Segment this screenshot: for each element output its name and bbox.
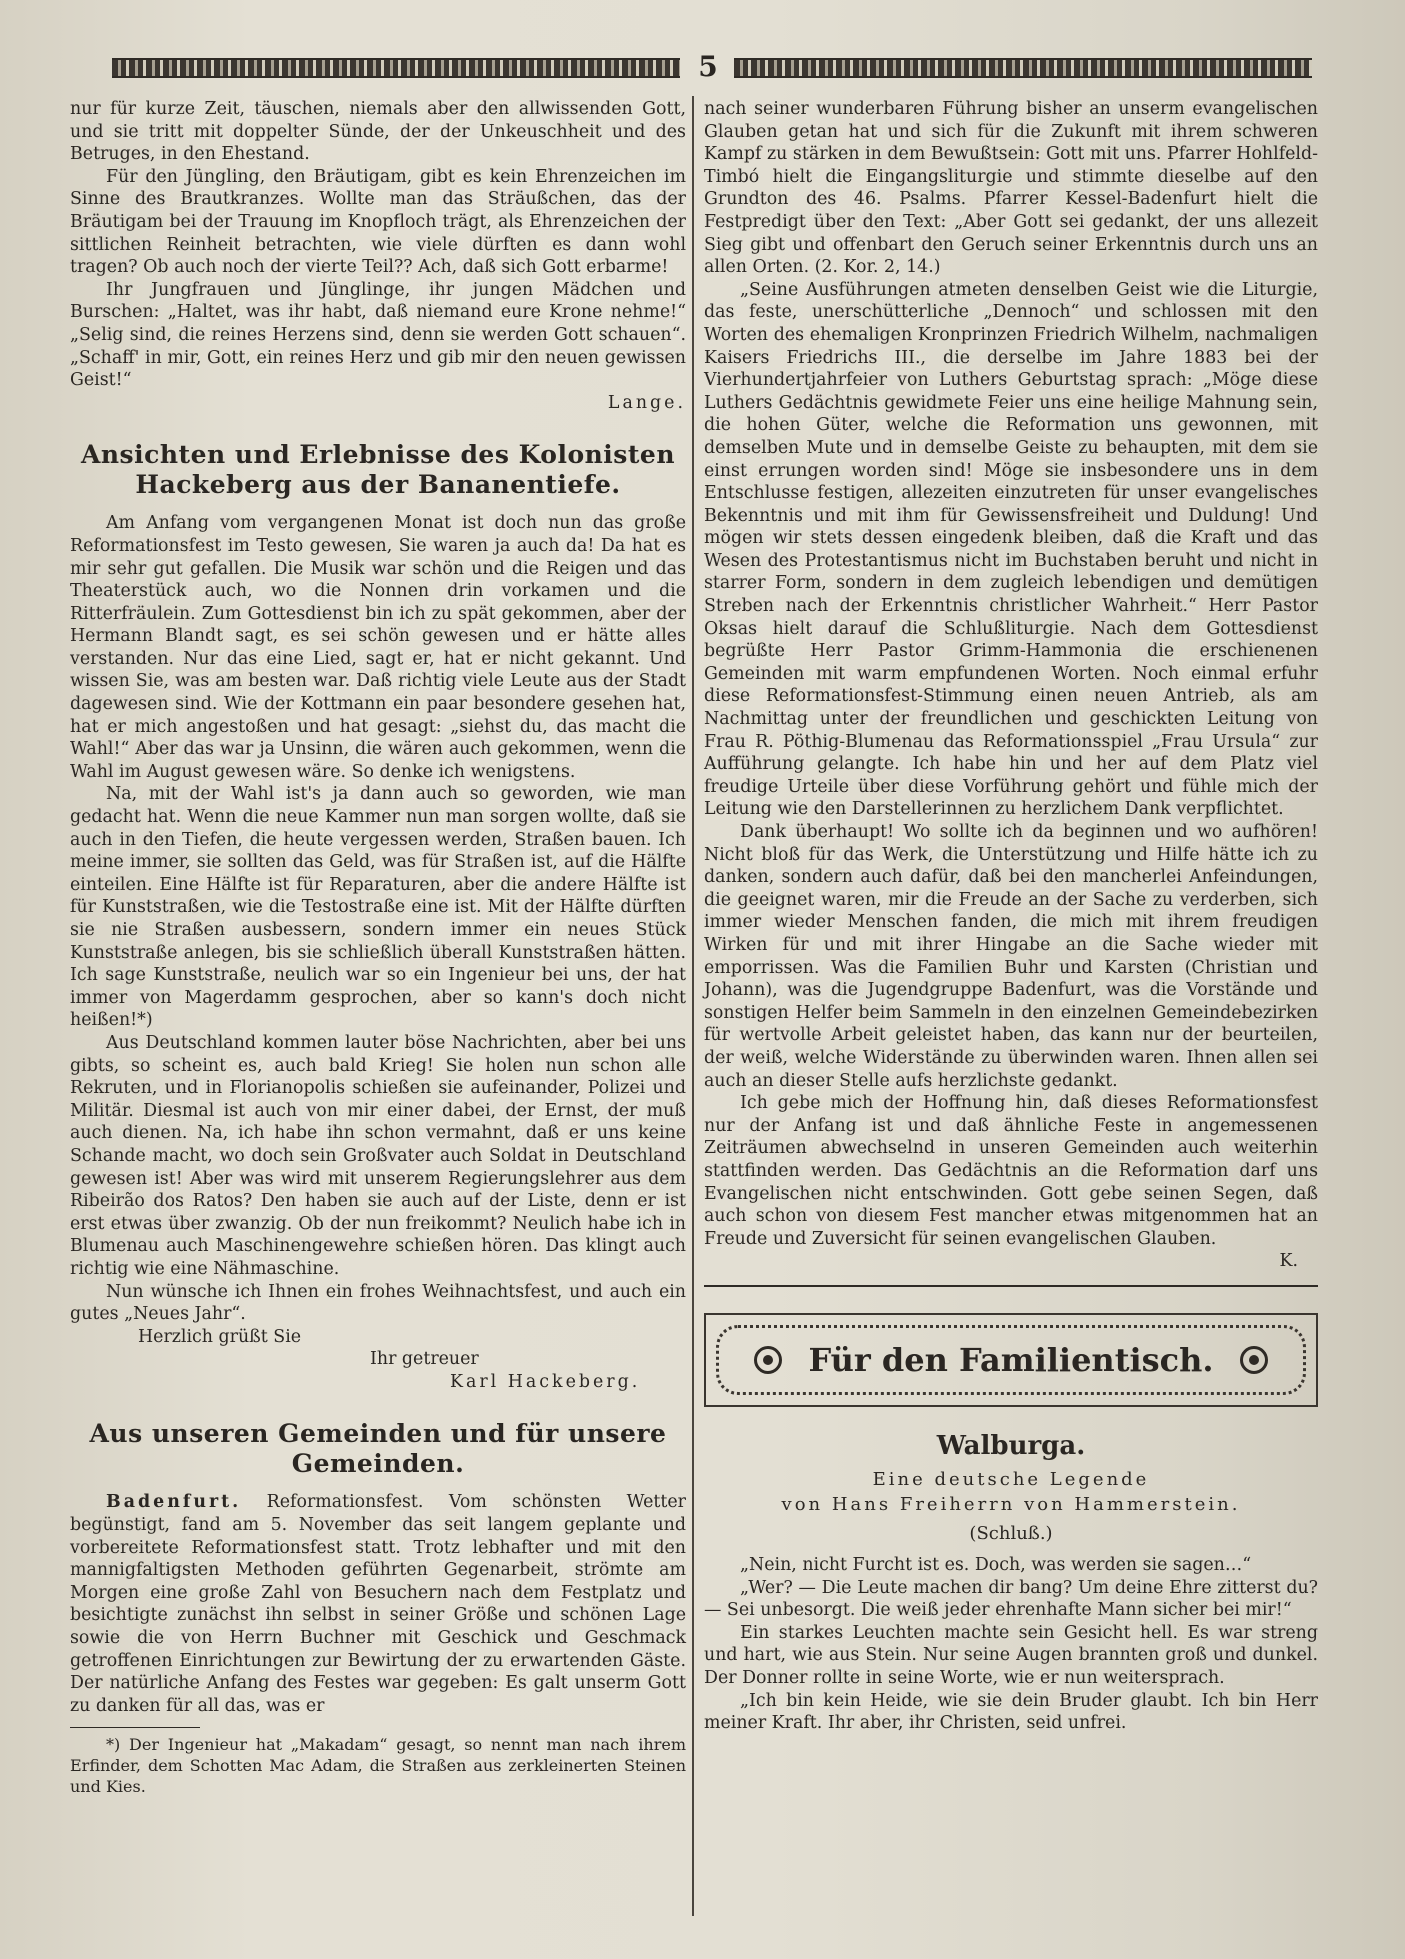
story-paragraph: Ein starkes Leuchten machte sein Gesicht hell. Es war streng und hart, wie aus Stein. Nur seine Augen brannten groß und dunkel. Der Donner rollte in seine Worte, wie er nun weitersprach.: [704, 1622, 1318, 1689]
story-part: (Schluß.): [969, 1523, 1053, 1545]
article-paragraph: Na, mit der Wahl ist's ja dann auch so geworden, wie man gedacht hat. Wenn die neue Kammer nun man sorgen wollte, daß sie auch in den Tiefen, die heute vergessen werden, Straßen bauen. Ich meine immer, sie sollten das Geld, was für Straßen ist, auf die Hälfte einteilen. Eine Hälfte ist für Reparaturen, aber die andere Hälfte ist für Kunststraßen, wie die Testostraße eine ist. Mit der Hälfte dürften sie nie Straßen ausbessern, sondern immer ein neues Stück Kunststraße anlegen, bis sie schließlich überall Kunststraßen hätten. Ich sage Kunststraße, neulich war so ein Ingenieur bei uns, der hat immer von Magerdamm gesprochen, aber so kann's doch nicht heißen!*): [70, 784, 686, 1031]
section-box: [704, 1313, 1318, 1407]
footnote: *) Der Ingenieur hat „Makadam“ gesagt, so nennt man nach ihrem Erfinder, dem Schotten Mac Adam, die Straßen aus zerkleinerten Steinen und Kies.: [70, 1735, 686, 1797]
article-headline-gemeinden: Aus unseren Gemeinden und für unsere Gemeinden.: [89, 1419, 667, 1479]
section-separator: [704, 1285, 1318, 1287]
story-title: Walburga.: [936, 1430, 1086, 1461]
article-paragraph: Ich gebe mich der Hoffnung hin, daß dieses Reformationsfest nur der Anfang ist und daß ähnliche Feste in angemessenen Zeiträumen abwechselnd in unseren Gemeinden auch weiterhin stattfinden werden. Das Gedächtnis an die Reformation darf uns Evangelischen nicht entschwinden. Gott gebe seinen Segen, daß auch schon von diesem Fest mancher etwas mitgenommen hat an Freude und Zuversicht für seinen evangelischen Glauben.: [704, 1093, 1318, 1249]
intro-paragraph: Für den Jüngling, den Bräutigam, gibt es kein Ehrenzeichen im Sinne des Brautkranzes. Wollte man das Sträußchen, das der Bräutigam bei der Trauung im Knopfloch trägt, als Ehrenzeichen der sittlichen Reinheit betrachten, wie viele dürften es dann wohl tragen? Ob auch noch der vierte Teil?? Ach, daß sich Gott erbarme!: [70, 166, 686, 278]
article-place: Badenfurt.: [106, 1492, 242, 1513]
left-column: [70, 98, 686, 1797]
story-author: von Hans Freiherrn von Hammerstein.: [781, 1494, 1241, 1516]
article-paragraph: „Seine Ausführungen atmeten denselben Geist wie die Liturgie, das feste, unerschütterliche „Dennoch“ und schlossen mit den Worten des ehemaligen Kronprinzen Friedrich Wilhelm, nachmaligen Kaisers Friedrichs III., die derselbe im Jahre 1883 bei der Vierhundertjahrfeier von Luthers Geburtstag sprach: „Möge diese Luthers Gedächtnis gewidmete Feier uns eine heilige Mahnung sein, die hohen Güter, welche die Reformation uns gewonnen, mit demselben Mute und in demselbe Geiste zu behaupten, mit dem sie einst errungen worden sind! Möge sie insbesondere uns in dem Entschlusse festigen, allezeiten einzutreten für unser evangelisches Bekenntnis und mit ihm für Gewissensfreiheit und Duldung! Und mögen wir stets dessen eingedenk bleiben, daß die Kraft und das Wesen des Protestantismus nicht im Buchstaben beruht und nicht in starrer Form, sondern in dem zugleich lebendigen und demütigen Streben nach der Erkenntnis christlicher Wahrheit.“ Herr Pastor Oksas hielt darauf die Schlußliturgie. Nach dem Gottesdienst begrüßte Herr Pastor Grimm-Hammonia die erschienenen Gemeinden mit warm empfundenen Worten. Noch einmal erfuhr diese Reformationsfest-Stimmung einen neuen Antrieb, als am Nachmittag unter der freundlichen und geschickten Leitung von Frau R. Pöthig-Blumenau das Reformationsspiel „Frau Ursula“ zur Aufführung gelangte. Ich habe hin und her auf dem Platz viel freudige Urteile über diese Vorführung gehört und fühle mich der Leitung wie den Darstellerinnen zu herzlichem Dank verpflichtet.: [704, 279, 1318, 820]
article-headline-hackeberg: Ansichten und Erlebnisse des Kolonisten Hackeberg aus der Bananentiefe.: [80, 440, 676, 500]
ornament-right-icon: [1240, 1346, 1268, 1374]
page-number: 5: [698, 50, 718, 83]
story-subtitle: Eine deutsche Legende: [872, 1469, 1150, 1491]
article-paragraph: Nun wünsche ich Ihnen ein frohes Weihnachtsfest, und auch ein gutes „Neues Jahr“.: [70, 1281, 686, 1325]
intro-paragraph: nur für kurze Zeit, täuschen, niemals aber den allwissenden Gott, und sie tritt mit doppelter Sünde, der der Unkeuschheit und des Betruges, in den Ehestand.: [70, 99, 686, 165]
story-paragraph: „Wer? — Die Leute machen dir bang? Um deine Ehre zitterst du? — Sei unbesorgt. Die weiß jeder ehrenhafte Mann sicher bei mir!“: [704, 1577, 1318, 1621]
article-paragraph: Dank überhaupt! Wo sollte ich da beginnen und wo aufhören! Nicht bloß für das Werk, die Unterstützung und Hilfe hätte ich zu danken, sondern auch dafür, daß bei den mancherlei Anfeindungen, die geeignet waren, mir die Freude an der Sache zu verderben, sich immer wieder Menschen fanden, die mich mit ihrem freudigen Wirken für und mit ihrer Hingabe an die Sache wieder mit emporrissen. Was die Familien Buhr und Karsten (Christian und Johann), was die Jugendgruppe Badenfurt, was die Vorstände und sonstigen Helfer beim Sammeln in den einzelnen Gemeindebezirken für wertvolle Arbeit geleistet haben, das kann nur der beurteilen, der weiß, welche Widerstände zu überwinden waren. Ihnen allen sei auch an dieser Stelle aufs herzlichste gedankt.: [704, 822, 1318, 1091]
ornamental-border-left: [112, 58, 680, 78]
right-column: [704, 98, 1318, 1735]
ornamental-border-right: [734, 58, 1312, 78]
letter-greeting: Herzlich grüßt Sie: [138, 1326, 302, 1347]
section-box-inner: [716, 1325, 1306, 1395]
story-paragraph: „Ich bin kein Heide, wie sie dein Bruder glaubt. Ich bin Herr meiner Kraft. Ihr aber, ihr Christen, seid unfrei.: [704, 1690, 1318, 1734]
letter-closing: Ihr getreuer: [370, 1349, 479, 1370]
intro-signature: Lange.: [607, 392, 686, 413]
ornament-left-icon: [754, 1346, 782, 1374]
page-header: [112, 50, 1312, 83]
intro-paragraph: Ihr Jungfrauen und Jünglinge, ihr jungen Mädchen und Burschen: „Haltet, was ihr habt, daß niemand eure Krone nehme!“ „Selig sind, die reines Herzens sind, denn sie werden Gott schauen“. „Schaff' in mir, Gott, ein reines Herz und gib mir den neuen gewissen Geist!“: [70, 279, 686, 391]
letter-signature: Karl Hackeberg.: [450, 1371, 641, 1392]
article-paragraph: Aus Deutschland kommen lauter böse Nachrichten, aber bei uns gibts, so scheint es, auch bald Krieg! Sie holen nun schon alle Rekruten, und in Florianopolis schießen sie aufeinander, Polizei und Militär. Diesmal ist auch von mir einer dabei, der Ernst, der muß auch dienen. Na, ich habe ihn schon vermahnt, daß er uns keine Schande macht, wo doch sein Großvater auch Soldat in Deutschland gewesen ist! Aber was wird mit unserem Regierungslehrer aus dem Ribeirão dos Ratos? Den haben sie auch auf der Liste, denn er ist erst etwas über zwanzig. Ob der nun freikommt? Neulich habe ich in Blumenau auch Maschinengewehre schießen hören. Das klingt auch richtig wie eine Nähmaschine.: [70, 1032, 686, 1279]
column-divider: [692, 96, 694, 1916]
article-paragraph: nach seiner wunderbaren Führung bisher an unserm evangelischen Glauben getan hat und sich für die Zukunft mit ihrem schweren Kampf zu stärken in dem Bewußtsein: Gott mit uns. Pfarrer Hohlfeld-Timbó hielt die Eingangsliturgie und stimmte dieselbe auf den Grundton des 46. Psalms. Pfarrer Kessel-Badenfurt hielt die Festpredigt über den Text: „Aber Gott sei gedankt, der uns allezeit Sieg gibt und offenbart den Geruch seiner Erkenntnis durch uns an allen Orten. (2. Kor. 2, 14.): [704, 99, 1318, 278]
section-title: Für den Familientisch.: [808, 1340, 1214, 1379]
footnote-rule: [70, 1727, 200, 1728]
article-signature: K.: [1279, 1251, 1298, 1272]
article-paragraph: [70, 1491, 686, 1717]
article-text: Reformationsfest. Vom schönsten Wetter begünstigt, fand am 5. November das seit langem geplante und vorbereitete Reformationsfest statt. Trotz lebhafter und mit den mannigfaltigsten Methoden geführten Gegenarbeit, strömte am Morgen eine große Zahl von Besuchern nach dem Festplatz und besichtigte zunächst ihn selbst in seiner Größe und schönen Lage sowie die von Herrn Buchner mit Geschick und Geschmack getroffenen Einrichtungen zur Bewirtung der zu erwartenden Gäste. Der natürliche Anfang des Festes war gegeben: Es galt unserm Gott zu danken für all das, was er: [70, 1492, 686, 1716]
article-paragraph: Am Anfang vom vergangenen Monat ist doch nun das große Reformationsfest im Testo gewesen, Sie waren ja auch da! Da hat es mir sehr gut gefallen. Die Musik war schön und die Reigen und das Theaterstück auch, wo die Nonnen drin vorkamen und die Ritterfräulein. Zum Gottesdienst bin ich zu spät gekommen, aber der Hermann Blandt sagt, es sei schön gewesen und er hätte alles verstanden. Nur das eine Lied, sagt er, hat er nicht gekannt. Und wissen Sie, was am besten war. Daß richtig viele Leute aus der Stadt dagewesen sind. Wie der Kottmann ein paar besondere gesehen hat, hat er mich angestoßen und hat gesagt: „siehst du, das macht die Wahl!“ Aber das war ja Unsinn, die wären auch gekommen, wenn die Wahl im August gewesen wäre. So denke ich wenigstens.: [70, 513, 686, 782]
story-paragraph: „Nein, nicht Furcht ist es. Doch, was werden sie sagen…“: [740, 1555, 1252, 1576]
